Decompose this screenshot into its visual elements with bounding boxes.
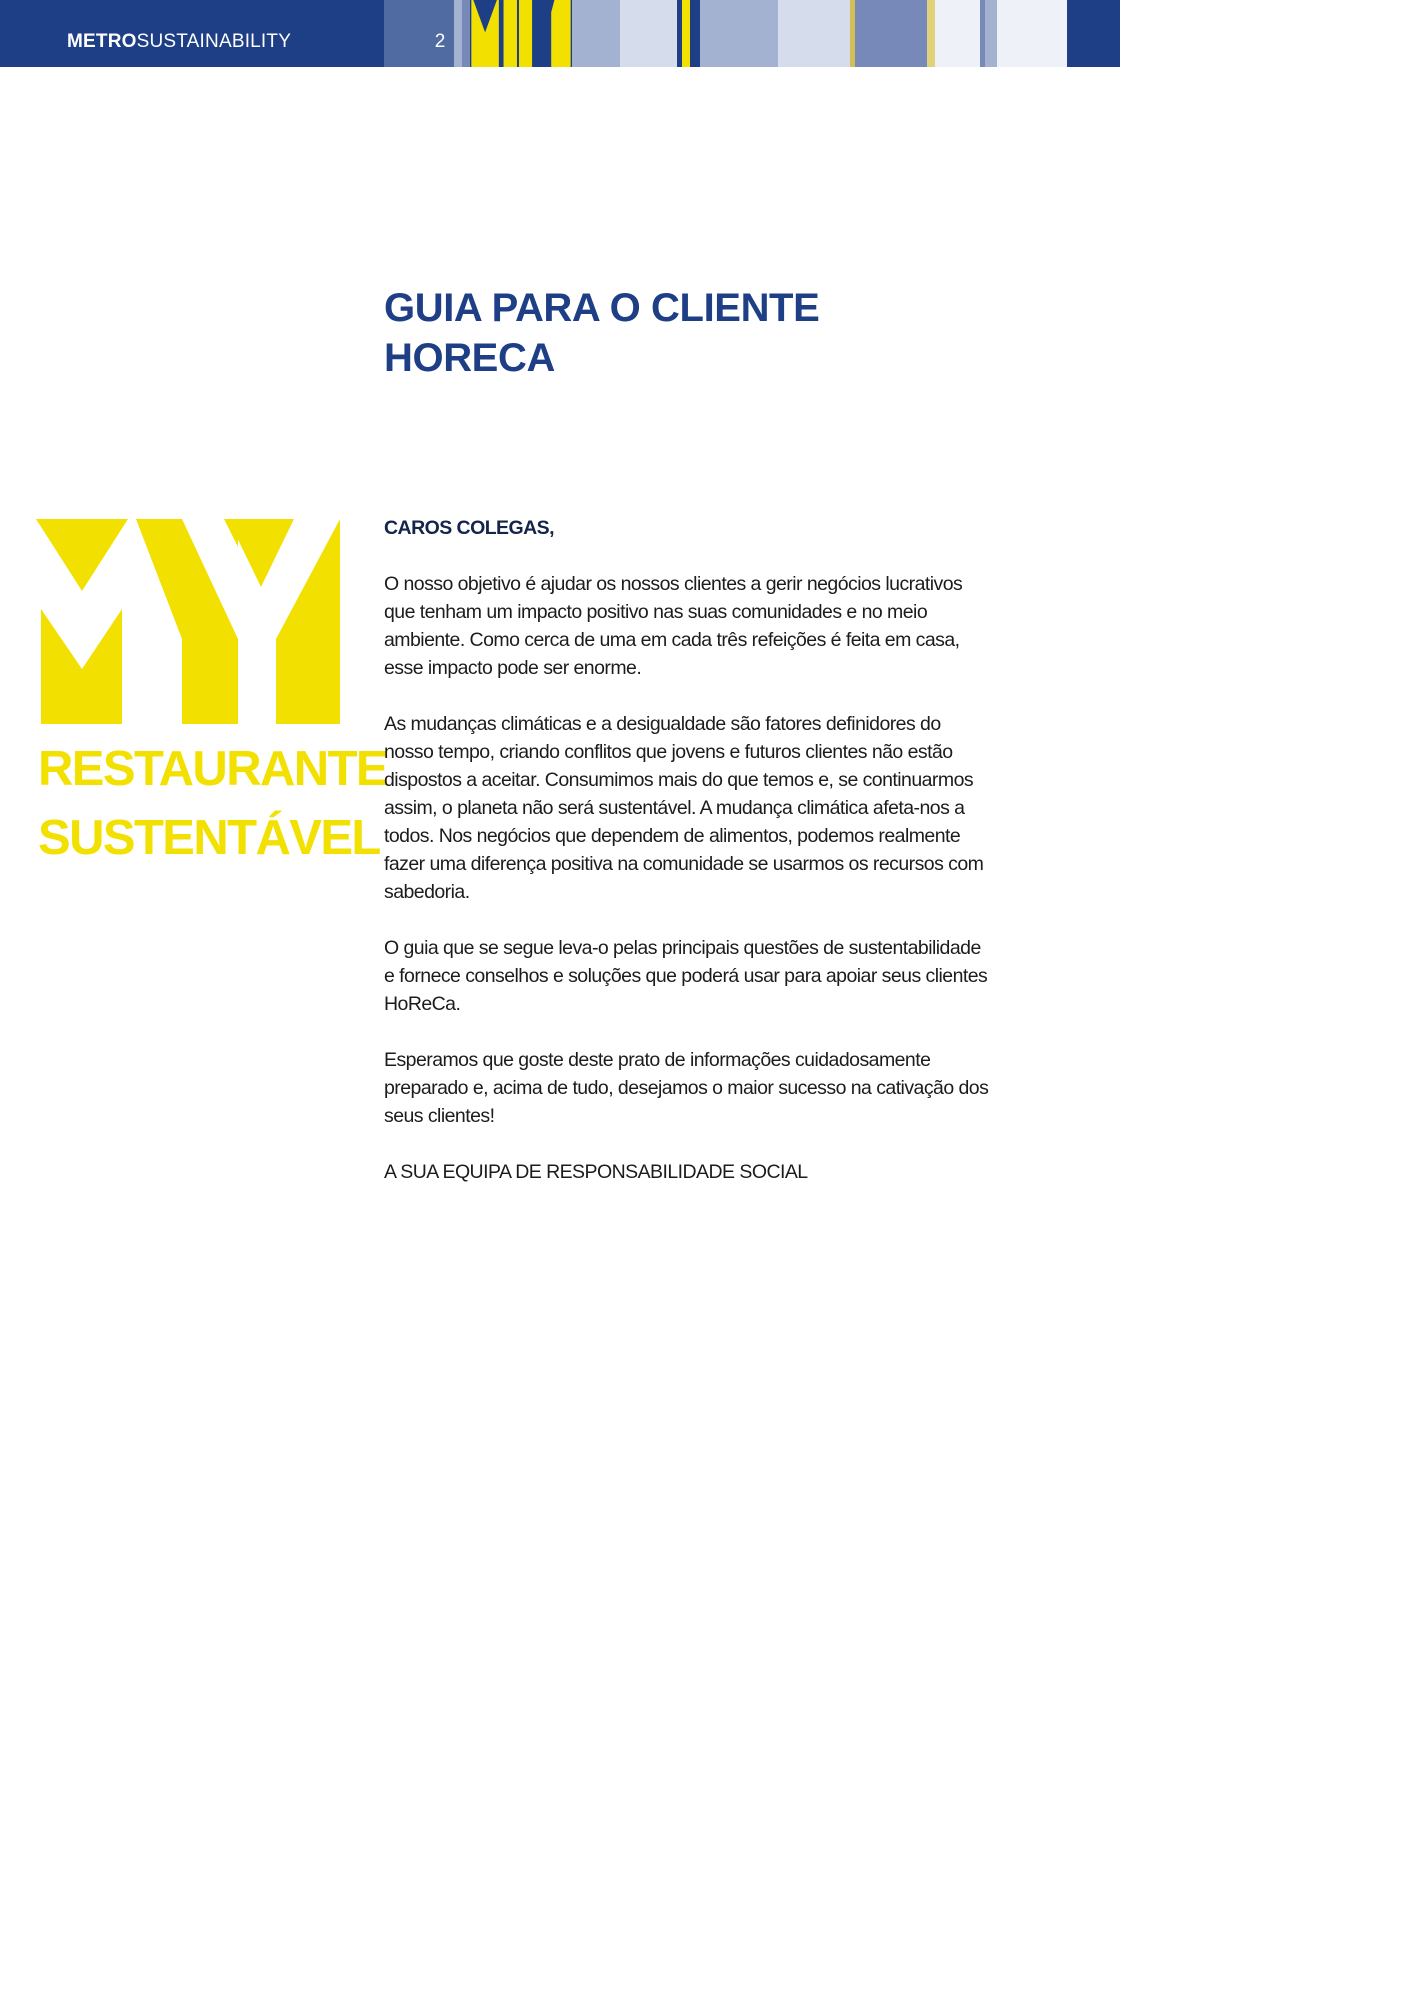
letter-paragraph: O guia que se segue leva-o pelas principais questões de sustentabilidade e fornece conselhos e soluções que poderá usar para apoiar seus clientes HoReCa. [384,937,988,1015]
page-title [384,283,984,383]
page-number: 2 [434,31,446,52]
decorative-stripe [620,0,677,67]
decorative-stripe [690,0,700,67]
decorative-stripe [682,0,690,67]
decorative-stripe [997,0,1067,67]
brand-metro: METRO [67,31,137,52]
decorative-stripe [985,0,997,67]
my-logo-icon [36,519,340,724]
header-band [0,0,1120,67]
my-logo-icon [470,0,572,67]
decorative-stripe [454,0,462,67]
letter-greeting: CAROS COLEGAS, [384,517,554,539]
decorative-stripe [778,0,850,67]
logo-wordmark [38,735,387,873]
letter-signature: A SUA EQUIPA DE RESPONSABILIDADE SOCIAL [384,1161,808,1183]
brand-sustainability: SUSTAINABILITY [136,31,292,52]
decorative-stripe [855,0,927,67]
letter-paragraph: As mudanças climáticas e a desigualdade são fatores definidores do nosso tempo, criando conflitos que jovens e futuros clientes não estão dispostos a aceitar. Consumimos mais do que temos e, se continuarmos assim, o planeta não será sustentável. A mudança climática afeta-nos a todos. Nos negócios que dependem de alimentos, podemos realmente fazer uma diferença positiva na comunidade se usarmos os recursos com sabedoria. [384,713,984,903]
logo-line-sustentavel: SUSTENTÁVEL [38,811,380,865]
letter-paragraph: Esperamos que goste deste prato de informações cuidadosamente preparado e, acima de tudo, desejamos o maior sucesso na cativação dos seus clientes! [384,1049,989,1127]
letter-body [384,514,994,1214]
page-title-line: HORECA [384,336,555,380]
decorative-stripe [462,0,470,67]
decorative-stripe [572,0,620,67]
brand-logo [67,0,291,67]
letter-paragraph: O nosso objetivo é ajudar os nossos clientes a gerir negócios lucrativos que tenham um impacto positivo nas suas comunidades e no meio ambiente. Como cerca de uma em cada três refeições é feita em casa, esse impacto pode ser enorme. [384,573,963,679]
logo-line-restaurante: RESTAURANTE [38,742,387,796]
decorative-stripe [927,0,935,67]
decorative-stripe [935,0,980,67]
page-title-line: GUIA PARA O CLIENTE [384,286,820,330]
decorative-stripe [700,0,778,67]
